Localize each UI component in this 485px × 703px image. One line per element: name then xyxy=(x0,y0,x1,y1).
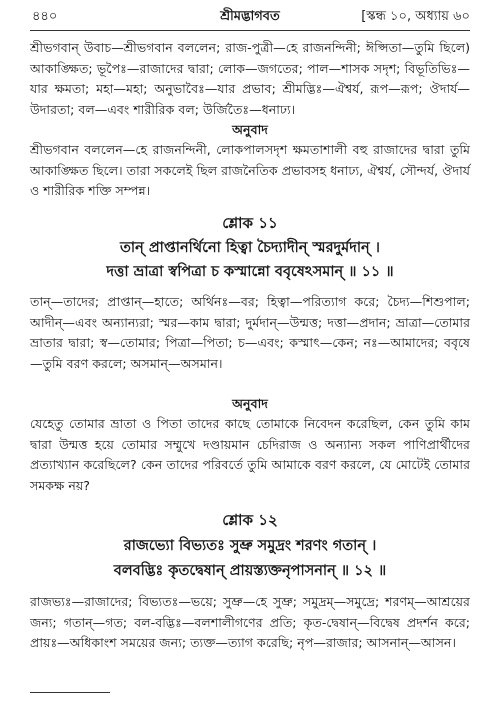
running-header xyxy=(30,6,470,28)
translation-block-10: শ্রীভগবান বললেন—হে রাজনন্দিনী, লোকপালসদৃশ ক্ষমতাশালী বহু রাজাদের দ্বারা তুমি আকাঙ্ক্ষিত ছিলে। তারা সকলেই ছিল রাজনৈতিক প্রভাবসহ ধনাঢ্য, ঐশ্বর্য, সৌন্দর্য, ঔদার্য ও শারীরিক শক্তি সম্পন্ন। xyxy=(30,142,470,198)
translation-block-11: যেহেতু তোমার ভ্রাতা ও পিতা তাদের কাছে তোমাকে নিবেদন করেছিল, কেন তুমি কাম দ্বারা উন্মত্ত হয়ে তোমার সম্মুখে দণ্ডায়মান চেদিরাজ ও অন্যান্য সকল পাণিপ্রার্থীদের প্রত্যাখ্যান করেছিলে? কেন তাদের পরিবর্তে তুমি আমাকে বরণ করলে, যে মোটেই তোমার সমকক্ষ নয়? xyxy=(30,416,470,493)
translation-label-10: অনুবাদ xyxy=(232,122,268,137)
footnote-rule xyxy=(30,692,110,693)
chapter-reference: [স্কন্ধ ১০, অধ্যায় ৬০ xyxy=(361,9,470,24)
verse-12-line-1: রাজভ্যো বিভ্যতঃ সুভ্রু সমুদ্রং শরণং গতান্ । xyxy=(123,537,377,554)
translation-label-11: অনুবাদ xyxy=(232,396,268,411)
synonyms-block-11: তান্—তাদের; প্রাপ্তান্—হাতে; অর্থিনঃ—বর; হিত্বা—পরিত্যাগ করে; চৈদ্য—শিশুপাল; আদীন্—এবং অন্যান্যরা; স্মর—কাম দ্বারা; দুর্মদান্—উন্মত্ত; দত্তা—প্রদান; ভ্রাত্রা—তোমার ভ্রাতার দ্বারা; স্ব—তোমার; পিত্রা—পিতা; চ—এবং; কস্মাৎ—কেন; নঃ—আমাদের; ববৃষে—তুমি বরণ করলে; অসমান্—অসমান। xyxy=(30,294,470,371)
verse-label-12: শ্লোক ১২ xyxy=(222,511,278,529)
synonyms-block-12: রাজভ্যঃ—রাজাদের; বিভ্যতঃ—ভয়ে; সুভ্রু—হে সুভ্রু; সমুদ্রম্—সমুদ্রে; শরণম্—আশ্রয়ের জন্য; গতান্—গত; বল-বদ্ভিঃ—বলশালীগণের প্রতি; কৃত-দ্বেষান্—বিদ্বেষ প্রদর্শন করে; প্রায়ঃ—অধিকাংশ সময়ের জন্য; ত্যক্ত—ত্যাগ করেছি; নৃপ—রাজার; আসনান্—আসন। xyxy=(30,594,470,650)
verse-label-11: শ্লোক ১১ xyxy=(222,214,278,232)
verse-12-line-2: বলবদ্ভিঃ কৃতদ্বেষান্ প্রায়স্ত্যক্তনৃপাসনান্ ॥ ১২ ॥ xyxy=(113,562,387,579)
synonyms-block-10: শ্রীভগবান্ উবাচ—শ্রীভগবান বললেন; রাজ-পুত্রী—হে রাজনন্দিনী; ঈপ্সিতা—তুমি ছিলে) আকাঙ্ক্ষিত; ভূপৈঃ—রাজাদের দ্বারা; লোক—জগতের; পাল—শাসক সদৃশ; বিভূতিভিঃ—যার ক্ষমতা; মহা—মহা; অনুভাবৈঃ—যার প্রভাব; শ্রীমদ্ভিঃ—ঐশ্বর্য, রূপ—রূপ; ঔদার্য—উদারতা; বল—এবং শারীরিক বল; উর্জিতৈঃ—ধনাঢ্য। xyxy=(30,40,470,117)
verse-11-line-1: তান্ প্রাপ্তানর্থিনো হিত্বা চৈদ্যাদীন্ স্মরদুর্মদান্ । xyxy=(120,239,380,256)
verse-11-line-2: দত্তা ভ্রাত্রা স্বপিত্রা চ কস্মান্নো ববৃষেঽসমান্ ॥ ১১ ॥ xyxy=(106,263,394,280)
header-rule xyxy=(30,30,470,31)
page-number: ৪৪০ xyxy=(32,9,58,24)
book-title: শ্রীমদ্ভাগবত xyxy=(220,9,280,24)
